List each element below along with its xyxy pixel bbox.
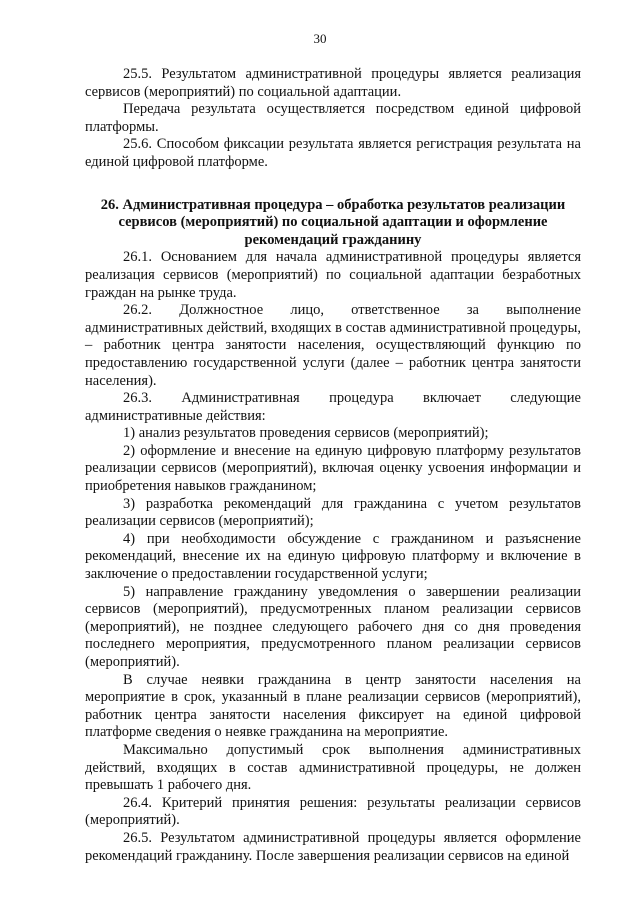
paragraph-26-2: 26.2. Должностное лицо, ответственное за выполнение административных действий, входящих в состав административной процедуры, – работник центра занятости населения, осуществляющий функцию по предоставлению государственной услуги (далее – работник центра занятости населения). bbox=[85, 302, 581, 389]
list-item-5: 5) направление гражданину уведомления о завершении реализации сервисов (мероприятий), предусмотренных планом реализации сервисов (мероприятий), не позднее следующего рабочего дня со дня проведения последнего мероприятия, предусмотренного планом реализации сервисов (мероприятий). bbox=[85, 583, 581, 670]
list-item-4: 4) при необходимости обсуждение с гражданином и разъяснение рекомендаций, внесение их на единую цифровую платформу и включение в заключение о предоставлении государственной услуги; bbox=[85, 530, 581, 583]
paragraph-max-term: Максимально допустимый срок выполнения административных действий, входящих в состав административной процедуры, не должен превышать 1 рабочего дня. bbox=[85, 741, 581, 794]
paragraph-26-5: 26.5. Результатом административной процедуры является оформление рекомендаций гражданину. После завершения реализации сервисов на единой bbox=[85, 829, 581, 864]
paragraph-26-3: 26.3. Административная процедура включает следующие административные действия: bbox=[85, 390, 581, 424]
page-number: 30 bbox=[313, 31, 327, 46]
paragraph-26-1: 26.1. Основанием для начала административной процедуры является реализация сервисов (мероприятий) по социальной адаптации безработных граждан на рынке труда. bbox=[85, 249, 581, 301]
section-heading-26: 26. Административная процедура – обработка результатов реализации сервисов (мероприятий) по социальной адаптации и оформление рекомендаций гражданину bbox=[100, 196, 566, 248]
list-item-2: 2) оформление и внесение на единую цифровую платформу результатов реализации сервисов (мероприятий), включая оценку усвоения информации и приобретения навыков гражданином; bbox=[85, 442, 581, 495]
list-item-3: 3) разработка рекомендаций для гражданина с учетом результатов реализации сервисов (мероприятий); bbox=[85, 495, 581, 530]
paragraph-no-show: В случае неявки гражданина в центр занятости населения на мероприятие в срок, указанный в плане реализации сервисов (мероприятий), работник центра занятости населения фиксирует на единой цифровой платформе сведения о неявке гражданина на мероприятие. bbox=[85, 671, 581, 741]
list-item-1: 1) анализ результатов проведения сервисов (мероприятий); bbox=[123, 425, 489, 442]
paragraph-25-6: 25.6. Способом фиксации результата является регистрация результата на единой цифровой платформе. bbox=[85, 136, 581, 170]
paragraph-transfer: Передача результата осуществляется посредством единой цифровой платформы. bbox=[85, 101, 581, 135]
paragraph-25-5: 25.5. Результатом административной процедуры является реализация сервисов (мероприятий) по социальной адаптации. bbox=[85, 66, 581, 100]
paragraph-26-4: 26.4. Критерий принятия решения: результаты реализации сервисов (мероприятий). bbox=[85, 794, 581, 829]
document-body bbox=[85, 66, 581, 865]
